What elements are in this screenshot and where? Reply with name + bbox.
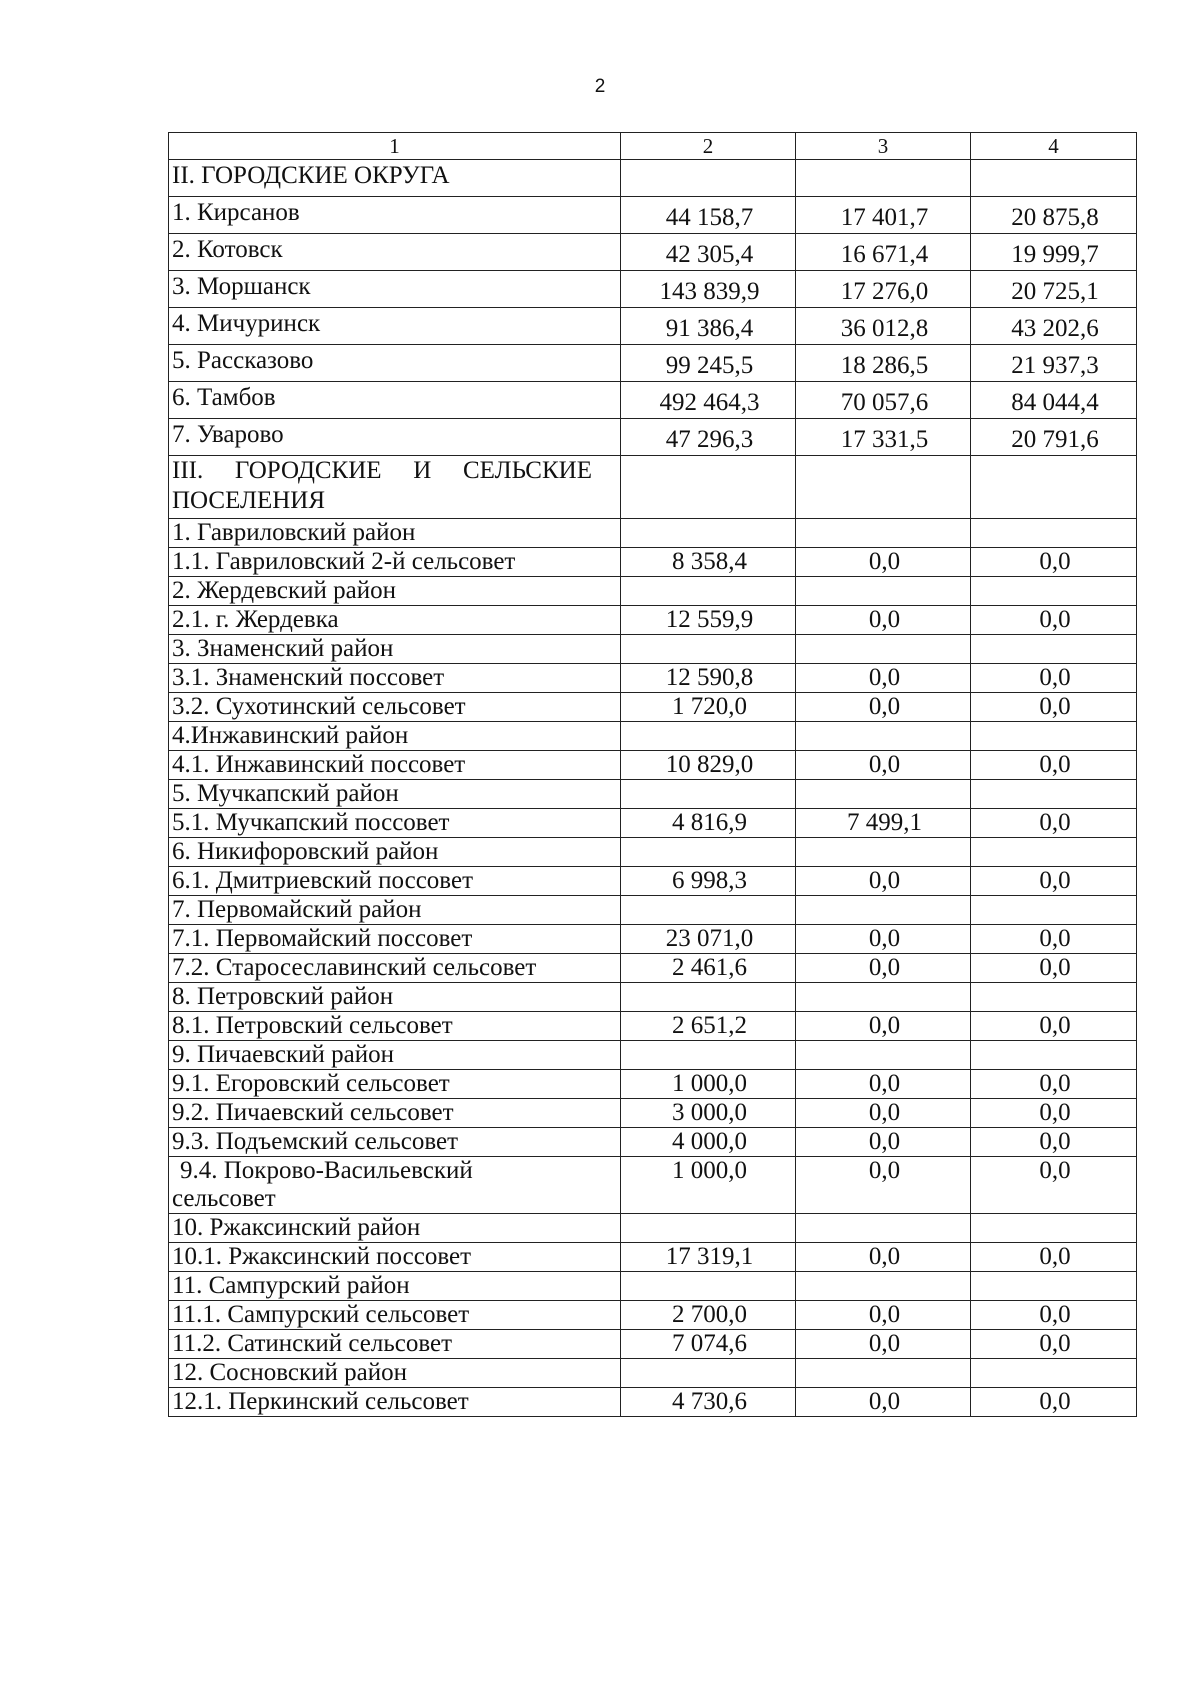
value-cell: 0,0 xyxy=(796,1157,971,1214)
value-cell: 0,0 xyxy=(971,867,1137,896)
value-cell: 0,0 xyxy=(796,751,971,780)
section-title-word: СЕЛЬСКИЕ xyxy=(463,457,592,484)
table-row xyxy=(169,954,1137,983)
value-cell: 7 074,6 xyxy=(621,1330,796,1359)
value-cell: 0,0 xyxy=(971,1012,1137,1041)
value-cell: 0,0 xyxy=(971,751,1137,780)
value-cell: 0,0 xyxy=(971,664,1137,693)
value-cell: 17 319,1 xyxy=(621,1243,796,1272)
row-name: 6.1. Дмитриевский поссовет xyxy=(169,867,621,896)
value-cell: 0,0 xyxy=(796,867,971,896)
header-cell: 2 xyxy=(621,133,796,160)
value-cell: 0,0 xyxy=(971,1243,1137,1272)
district-name: 11. Сампурский район xyxy=(169,1272,621,1301)
budget-table xyxy=(168,132,1137,1417)
value-cell: 492 464,3 xyxy=(621,382,796,419)
table-row xyxy=(169,1099,1137,1128)
row-name: 1.1. Гавриловский 2-й сельсовет xyxy=(169,548,621,577)
value-cell: 18 286,5 xyxy=(796,345,971,382)
row-name: 7.2. Старосеславинский сельсовет xyxy=(169,954,621,983)
row-name: 2. Котовск xyxy=(169,234,621,271)
district-row xyxy=(169,1214,1137,1243)
value-cell: 20 725,1 xyxy=(971,271,1137,308)
value-cell: 23 071,0 xyxy=(621,925,796,954)
table-row xyxy=(169,693,1137,722)
table-row xyxy=(169,419,1137,456)
value-cell: 0,0 xyxy=(796,664,971,693)
value-cell: 1 720,0 xyxy=(621,693,796,722)
row-name: 7. Уварово xyxy=(169,419,621,456)
value-cell: 0,0 xyxy=(971,548,1137,577)
value-cell: 1 000,0 xyxy=(621,1157,796,1214)
value-cell: 0,0 xyxy=(971,1330,1137,1359)
section-title-word: III. xyxy=(172,457,204,484)
table-row xyxy=(169,1388,1137,1417)
value-cell: 47 296,3 xyxy=(621,419,796,456)
row-name-line: сельсовет xyxy=(172,1185,276,1212)
value-cell: 0,0 xyxy=(796,1070,971,1099)
table-row xyxy=(169,925,1137,954)
value-cell: 10 829,0 xyxy=(621,751,796,780)
row-name: 2.1. г. Жердевка xyxy=(169,606,621,635)
table-row xyxy=(169,548,1137,577)
value-cell: 0,0 xyxy=(796,1128,971,1157)
district-name: 2. Жердевский район xyxy=(169,577,621,606)
page-number: 2 xyxy=(594,76,606,97)
value-cell: 0,0 xyxy=(796,1243,971,1272)
value-cell: 0,0 xyxy=(796,1099,971,1128)
value-cell: 143 839,9 xyxy=(621,271,796,308)
district-name: 3. Знаменский район xyxy=(169,635,621,664)
section-title-line xyxy=(172,456,592,486)
district-row xyxy=(169,896,1137,925)
value-cell: 0,0 xyxy=(971,1070,1137,1099)
district-name: 4.Инжавинский район xyxy=(169,722,621,751)
row-name: 4. Мичуринск xyxy=(169,308,621,345)
value-cell: 0,0 xyxy=(796,1301,971,1330)
value-cell: 6 998,3 xyxy=(621,867,796,896)
value-cell: 0,0 xyxy=(796,925,971,954)
row-name: 5.1. Мучкапский поссовет xyxy=(169,809,621,838)
table-row xyxy=(169,308,1137,345)
value-cell: 17 331,5 xyxy=(796,419,971,456)
table-row xyxy=(169,1070,1137,1099)
value-cell: 99 245,5 xyxy=(621,345,796,382)
row-name: 9.3. Подъемский сельсовет xyxy=(169,1128,621,1157)
table-row xyxy=(169,345,1137,382)
header-cell: 4 xyxy=(971,133,1137,160)
value-cell: 3 000,0 xyxy=(621,1099,796,1128)
row-name: 8.1. Петровский сельсовет xyxy=(169,1012,621,1041)
district-name: 9. Пичаевский район xyxy=(169,1041,621,1070)
value-cell: 12 590,8 xyxy=(621,664,796,693)
district-name: 12. Сосновский район xyxy=(169,1359,621,1388)
value-cell: 0,0 xyxy=(796,1388,971,1417)
value-cell: 0,0 xyxy=(796,548,971,577)
table-row xyxy=(169,867,1137,896)
value-cell: 1 000,0 xyxy=(621,1070,796,1099)
value-cell: 0,0 xyxy=(796,693,971,722)
column-number-header-row xyxy=(169,133,1137,160)
row-name: 3.1. Знаменский поссовет xyxy=(169,664,621,693)
section-title-line: ПОСЕЛЕНИЯ xyxy=(172,487,326,514)
row-name: 3.2. Сухотинский сельсовет xyxy=(169,693,621,722)
table-row xyxy=(169,1012,1137,1041)
value-cell: 0,0 xyxy=(971,1301,1137,1330)
row-name: 5. Рассказово xyxy=(169,345,621,382)
section-header-row xyxy=(169,160,1137,197)
row-name: 3. Моршанск xyxy=(169,271,621,308)
row-name xyxy=(169,1157,621,1214)
value-cell: 0,0 xyxy=(971,1099,1137,1128)
value-cell: 2 461,6 xyxy=(621,954,796,983)
row-name: 12.1. Перкинский сельсовет xyxy=(169,1388,621,1417)
table-row xyxy=(169,606,1137,635)
value-cell: 2 651,2 xyxy=(621,1012,796,1041)
district-row xyxy=(169,577,1137,606)
value-cell: 8 358,4 xyxy=(621,548,796,577)
district-row xyxy=(169,983,1137,1012)
district-name: 7. Первомайский район xyxy=(169,896,621,925)
district-name: 5. Мучкапский район xyxy=(169,780,621,809)
value-cell: 7 499,1 xyxy=(796,809,971,838)
table-row xyxy=(169,1301,1137,1330)
row-name-line: 9.4. Покрово-Васильевский xyxy=(180,1157,473,1184)
value-cell: 0,0 xyxy=(971,954,1137,983)
value-cell: 2 700,0 xyxy=(621,1301,796,1330)
row-name: 10.1. Ржаксинский поссовет xyxy=(169,1243,621,1272)
table-row xyxy=(169,1330,1137,1359)
district-row xyxy=(169,519,1137,548)
section-title-word: ГОРОДСКИЕ xyxy=(234,457,382,484)
value-cell: 20 791,6 xyxy=(971,419,1137,456)
value-cell: 0,0 xyxy=(971,1128,1137,1157)
row-name: 7.1. Первомайский поссовет xyxy=(169,925,621,954)
value-cell: 0,0 xyxy=(796,1330,971,1359)
value-cell: 16 671,4 xyxy=(796,234,971,271)
section-title: II. ГОРОДСКИЕ ОКРУГА xyxy=(169,160,621,197)
district-row xyxy=(169,722,1137,751)
value-cell: 0,0 xyxy=(796,1012,971,1041)
value-cell: 4 816,9 xyxy=(621,809,796,838)
value-cell: 84 044,4 xyxy=(971,382,1137,419)
value-cell: 0,0 xyxy=(796,954,971,983)
section-header-row xyxy=(169,456,1137,519)
table-row xyxy=(169,809,1137,838)
row-name: 9.1. Егоровский сельсовет xyxy=(169,1070,621,1099)
value-cell: 19 999,7 xyxy=(971,234,1137,271)
table-row xyxy=(169,271,1137,308)
value-cell: 17 276,0 xyxy=(796,271,971,308)
value-cell: 0,0 xyxy=(796,606,971,635)
value-cell: 36 012,8 xyxy=(796,308,971,345)
table-row xyxy=(169,197,1137,234)
row-name: 9.2. Пичаевский сельсовет xyxy=(169,1099,621,1128)
value-cell: 0,0 xyxy=(971,1157,1137,1214)
header-cell: 3 xyxy=(796,133,971,160)
row-name: 11.1. Сампурский сельсовет xyxy=(169,1301,621,1330)
value-cell: 42 305,4 xyxy=(621,234,796,271)
value-cell: 91 386,4 xyxy=(621,308,796,345)
value-cell: 43 202,6 xyxy=(971,308,1137,345)
row-name: 4.1. Инжавинский поссовет xyxy=(169,751,621,780)
district-name: 8. Петровский район xyxy=(169,983,621,1012)
district-name: 6. Никифоровский район xyxy=(169,838,621,867)
value-cell: 44 158,7 xyxy=(621,197,796,234)
value-cell: 17 401,7 xyxy=(796,197,971,234)
row-name: 1. Кирсанов xyxy=(169,197,621,234)
value-cell: 4 730,6 xyxy=(621,1388,796,1417)
value-cell: 70 057,6 xyxy=(796,382,971,419)
table-row xyxy=(169,234,1137,271)
value-cell: 0,0 xyxy=(971,606,1137,635)
row-name: 11.2. Сатинский сельсовет xyxy=(169,1330,621,1359)
table-row xyxy=(169,664,1137,693)
section-title xyxy=(169,456,621,519)
district-row xyxy=(169,1359,1137,1388)
value-cell: 21 937,3 xyxy=(971,345,1137,382)
district-row xyxy=(169,1041,1137,1070)
district-name: 10. Ржаксинский район xyxy=(169,1214,621,1243)
district-row xyxy=(169,635,1137,664)
section-title-word: И xyxy=(413,457,432,484)
row-name: 6. Тамбов xyxy=(169,382,621,419)
value-cell: 0,0 xyxy=(971,693,1137,722)
value-cell: 4 000,0 xyxy=(621,1128,796,1157)
table-row xyxy=(169,1128,1137,1157)
table-row xyxy=(169,382,1137,419)
table-row xyxy=(169,1243,1137,1272)
district-row xyxy=(169,1272,1137,1301)
value-cell: 0,0 xyxy=(971,1388,1137,1417)
value-cell: 0,0 xyxy=(971,925,1137,954)
value-cell: 20 875,8 xyxy=(971,197,1137,234)
value-cell: 0,0 xyxy=(971,809,1137,838)
table-row xyxy=(169,1157,1137,1214)
district-name: 1. Гавриловский район xyxy=(169,519,621,548)
district-row xyxy=(169,780,1137,809)
value-cell: 12 559,9 xyxy=(621,606,796,635)
table-row xyxy=(169,751,1137,780)
district-row xyxy=(169,838,1137,867)
header-cell: 1 xyxy=(169,133,621,160)
